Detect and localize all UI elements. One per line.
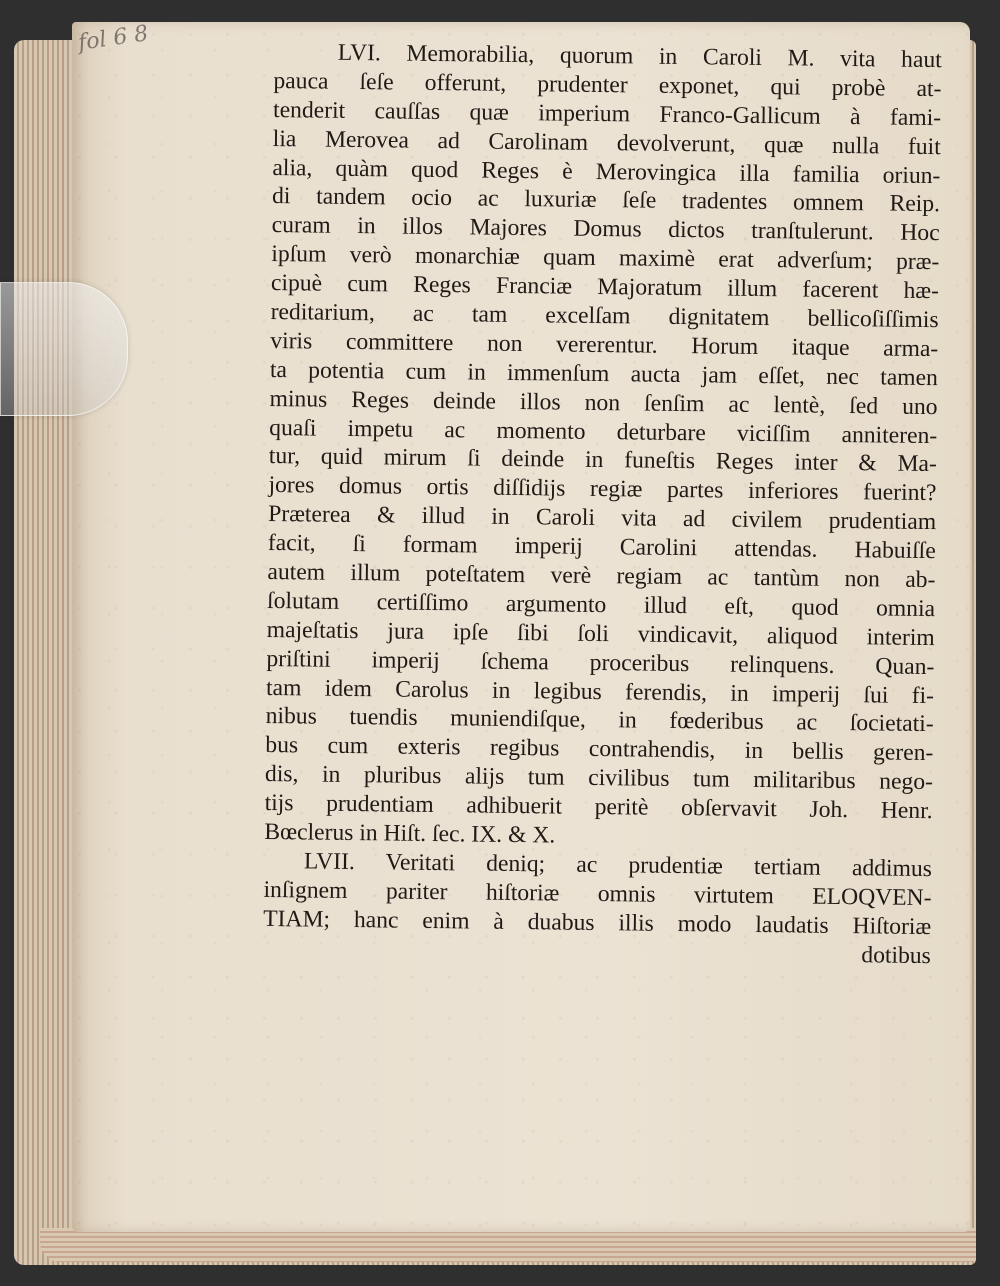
text-line: alia, quàm quod Reges è Merovingica illa familia oriun- bbox=[272, 154, 941, 189]
text-line: lia Merovea ad Carolinam devolverunt, quæ nulla fuit bbox=[272, 125, 941, 160]
text-line: minus Reges deinde illos non ſenſim ac lentè, ſed uno bbox=[269, 385, 938, 420]
text-line: pauca ſeſe offerunt, prudenter exponet, qui probè at- bbox=[273, 67, 942, 103]
text-line: priſtini imperij ſchema proceribus relinquens. Quan- bbox=[266, 645, 935, 680]
text-line: curam in illos Majores Domus dictos tranſtulerunt. Hoc bbox=[271, 212, 940, 247]
text-line: bus cum exteris regibus contrahendis, in bellis geren- bbox=[265, 732, 934, 767]
text-line: quaſi impetu ac momento deturbare viciſſim anniteren- bbox=[269, 414, 938, 449]
text-line: ipſum verò monarchiæ quam maximè erat adverſum; præ- bbox=[271, 241, 940, 276]
text-line: facit, ſi formam imperij Carolini attendas. Habuiſſe bbox=[267, 530, 936, 565]
paragraph-lvi bbox=[264, 38, 942, 855]
text-line: inſignem pariter hiſtoriæ omnis virtutem ELOQVEN- bbox=[263, 876, 932, 911]
text-line: di tandem ocio ac luxuriæ ſeſe tradentes omnem Reip. bbox=[271, 183, 941, 218]
text-line: tur, quid mirum ſi deinde in funeſtis Reges inter & Ma- bbox=[268, 443, 937, 478]
text-line: tenderit cauſſas quæ imperium Franco-Gallicum à fami- bbox=[272, 96, 942, 131]
text-line: reditarium, ac tam excelſam dignitatem bellicoſiſſimis bbox=[270, 298, 939, 334]
page-edges-bottom bbox=[40, 1228, 976, 1262]
text-line: autem illum poteſtatem verè regiam ac tantùm non ab- bbox=[267, 558, 936, 594]
text-line: cipuè cum Reges Franciæ Majoratum illum facerent hæ- bbox=[270, 270, 940, 305]
text-line: tijs prudentiam adhibuerit peritè obſervavit Joh. Henr. bbox=[264, 790, 933, 825]
page-clip bbox=[0, 282, 128, 416]
text-line: jores domus ortis diſſidijs regiæ partes inferiores fuerint? bbox=[268, 472, 937, 507]
text-line: tam idem Carolus in legibus ferendis, in imperij ſui fi- bbox=[265, 674, 935, 709]
text-line: nibus tuendis muniendiſque, in fœderibus ac ſocietati- bbox=[265, 703, 934, 738]
text-line: ta potentia cum in immenſum aucta jam eſſet, nec tamen bbox=[269, 356, 939, 391]
page-text bbox=[263, 38, 942, 971]
text-line: majeſtatis jura ipſe ſibi ſoli vindicavit, aliquod interim bbox=[266, 616, 935, 651]
handwritten-folio-note: fol 6 8 bbox=[76, 21, 150, 56]
text-line: viris committere non vererentur. Horum itaque arma- bbox=[270, 327, 939, 363]
paragraph-lvii bbox=[263, 847, 932, 942]
text-line: Præterea & illud in Caroli vita ad civilem prudentiam bbox=[268, 501, 937, 536]
text-line: Bœclerus in Hiſt. ſec. IX. & X. bbox=[264, 818, 556, 849]
text-line: LVII. Veritati deniq; ac prudentiæ tertiam addimus bbox=[303, 848, 933, 883]
catchword: dotibus bbox=[861, 941, 931, 969]
text-line: ſolutam certiſſimo argumento illud eſt, quod omnia bbox=[266, 587, 936, 623]
text-line: LVI. Memorabilia, quorum in Caroli M. vita haut bbox=[337, 39, 942, 74]
text-line: TIAM; hanc enim à duabus illis modo laudatis Hiſtoriæ bbox=[263, 905, 932, 940]
text-line: dis, in pluribus alijs tum civilibus tum militaribus nego- bbox=[264, 761, 934, 796]
